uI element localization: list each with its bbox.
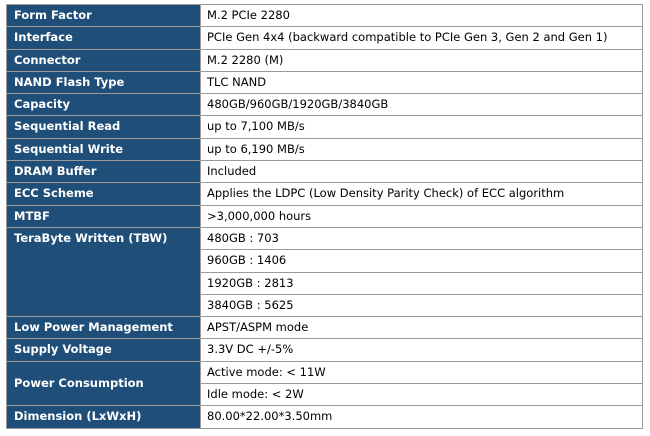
spec-value: PCIe Gen 4x4 (backward compatible to PCIe Gen 3, Gen 2 and Gen 1): [201, 27, 643, 49]
spec-label: Sequential Read: [7, 116, 201, 138]
spec-value: M.2 PCIe 2280: [201, 5, 643, 27]
spec-row-interface: [7, 27, 643, 49]
spec-value: up to 6,190 MB/s: [201, 138, 643, 160]
power-line: Idle mode: < 2W: [207, 387, 304, 402]
spec-label: Connector: [7, 49, 201, 71]
spec-value: >3,000,000 hours: [201, 205, 643, 227]
spec-label: Sequential Write: [7, 138, 201, 160]
spec-label: Capacity: [7, 94, 201, 116]
spec-value: up to 7,100 MB/s: [201, 116, 643, 138]
spec-value: [201, 227, 643, 316]
spec-label: ECC Scheme: [7, 183, 201, 205]
spec-label: NAND Flash Type: [7, 71, 201, 93]
spec-row-supply-voltage: [7, 339, 643, 361]
spec-row-connector: [7, 49, 643, 71]
spec-value: [201, 361, 643, 406]
spec-label: Low Power Management: [7, 317, 201, 339]
spec-row-mtbf: [7, 205, 643, 227]
spec-row-ecc-scheme: [7, 183, 643, 205]
spec-row-dimension: [7, 406, 643, 428]
spec-label: Supply Voltage: [7, 339, 201, 361]
spec-label: TeraByte Written (TBW): [7, 227, 201, 316]
spec-row-sequential-write: [7, 138, 643, 160]
spec-row-form-factor: [7, 5, 643, 27]
spec-row-power-consumption: [7, 361, 643, 406]
tbw-line: 1920GB : 2813: [201, 273, 642, 295]
spec-row-low-power-management: [7, 317, 643, 339]
tbw-line: 3840GB : 5625: [207, 297, 294, 312]
spec-row-nand-flash-type: [7, 71, 643, 93]
spec-value: APST/ASPM mode: [201, 317, 643, 339]
spec-value: TLC NAND: [201, 71, 643, 93]
spec-table: [6, 4, 643, 429]
spec-label: Interface: [7, 27, 201, 49]
spec-label: Dimension (LxWxH): [7, 406, 201, 428]
spec-row-sequential-read: [7, 116, 643, 138]
spec-value: Applies the LDPC (Low Density Parity Check) of ECC algorithm: [201, 183, 643, 205]
tbw-line: 480GB : 703: [201, 228, 642, 250]
spec-value: 3.3V DC +/-5%: [201, 339, 643, 361]
spec-value: M.2 2280 (M): [201, 49, 643, 71]
spec-value: Included: [201, 161, 643, 183]
power-line: Active mode: < 11W: [201, 362, 642, 384]
spec-row-dram-buffer: [7, 161, 643, 183]
spec-label: DRAM Buffer: [7, 161, 201, 183]
tbw-line: 960GB : 1406: [201, 250, 642, 272]
spec-label: Power Consumption: [7, 361, 201, 406]
spec-row-capacity: [7, 94, 643, 116]
spec-value: 480GB/960GB/1920GB/3840GB: [201, 94, 643, 116]
spec-label: Form Factor: [7, 5, 201, 27]
spec-row-tbw: [7, 227, 643, 316]
spec-label: MTBF: [7, 205, 201, 227]
spec-value: 80.00*22.00*3.50mm: [201, 406, 643, 428]
